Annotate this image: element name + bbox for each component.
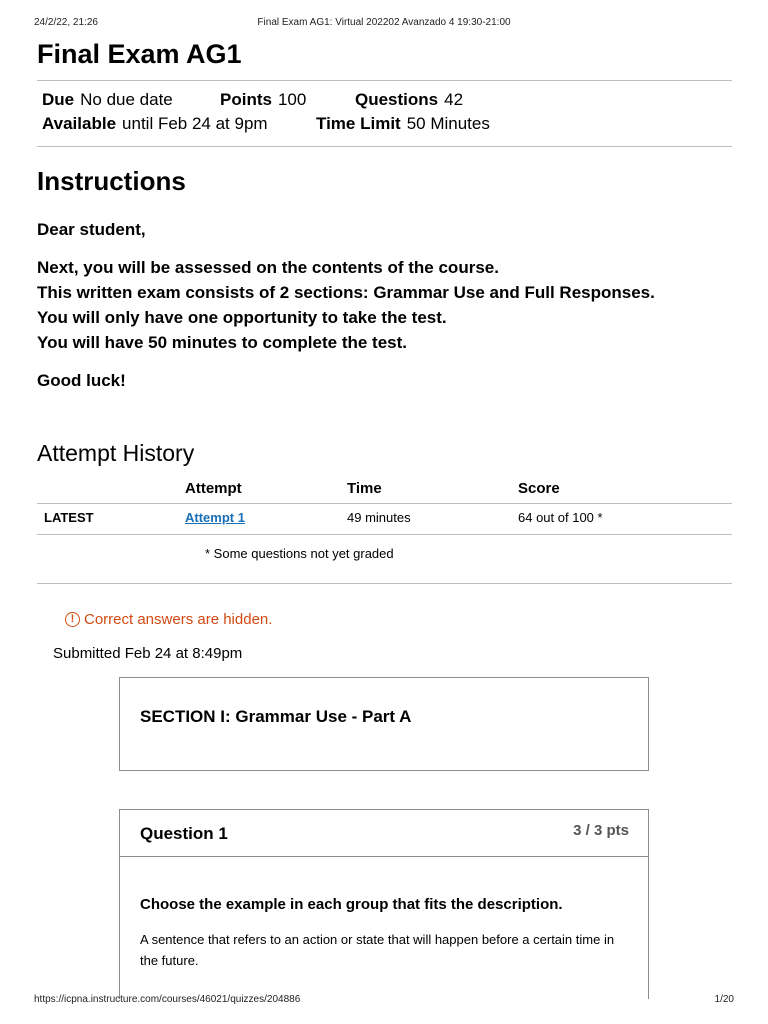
question-points: 3 / 3 pts — [573, 822, 629, 839]
question-card — [119, 809, 649, 999]
submitted-timestamp: Submitted Feb 24 at 8:49pm — [53, 645, 243, 662]
time-limit-detail: Time Limit 50 Minutes — [316, 114, 490, 133]
questions-detail: Questions 42 — [355, 90, 464, 109]
ungraded-footnote: * Some questions not yet graded — [205, 546, 394, 561]
question-header — [120, 810, 648, 857]
print-footer — [34, 994, 734, 1006]
instructions-greeting: Dear student, — [37, 220, 146, 239]
print-document-title: Final Exam AG1: Virtual 202202 Avanzado 4 19:30-21:00 — [257, 17, 511, 28]
divider — [37, 583, 732, 584]
instructions-line: You will only have one opportunity to take the test. — [37, 308, 447, 327]
print-header — [34, 17, 734, 29]
table-divider — [37, 534, 732, 535]
instructions-heading: Instructions — [37, 166, 186, 196]
section-label: SECTION I: Grammar Use - Part A — [140, 707, 412, 726]
print-url: https://icpna.instructure.com/courses/46021/quizzes/204886 — [34, 994, 301, 1005]
attempt-1-link[interactable]: Attempt 1 — [185, 510, 245, 525]
hidden-notice-text: Correct answers are hidden. — [84, 611, 273, 628]
due-detail: Due No due date — [42, 90, 173, 109]
available-detail: Available until Feb 24 at 9pm — [42, 114, 268, 133]
instructions-line: This written exam consists of 2 sections: Grammar Use and Full Responses. — [37, 283, 655, 302]
page-title: Final Exam AG1 — [37, 39, 242, 69]
alert-circle-icon: ! — [65, 612, 80, 627]
column-header-time: Time — [347, 480, 382, 497]
divider — [37, 146, 732, 147]
print-page-number: 1/20 — [714, 994, 734, 1005]
print-date: 24/2/22, 21:26 — [34, 17, 98, 28]
latest-label: LATEST — [44, 510, 94, 525]
instructions-line: Next, you will be assessed on the contents of the course. — [37, 258, 499, 277]
attempt-score: 64 out of 100 * — [518, 510, 603, 525]
correct-answers-hidden-notice — [65, 611, 272, 628]
table-divider — [37, 503, 732, 504]
points-detail: Points 100 — [220, 90, 307, 109]
section-header-card — [119, 677, 649, 771]
instructions-closing: Good luck! — [37, 371, 126, 390]
question-prompt: Choose the example in each group that fits the description. — [140, 896, 563, 913]
column-header-score: Score — [518, 480, 560, 497]
attempt-link-cell — [185, 510, 245, 525]
question-title: Question 1 — [140, 824, 228, 843]
attempt-history-heading: Attempt History — [37, 440, 195, 466]
question-text: A sentence that refers to an action or state that will happen before a certain time in the future. — [140, 932, 615, 968]
column-header-attempt: Attempt — [185, 480, 242, 497]
attempt-time: 49 minutes — [347, 510, 411, 525]
instructions-line: You will have 50 minutes to complete the test. — [37, 333, 407, 352]
divider — [37, 80, 732, 81]
